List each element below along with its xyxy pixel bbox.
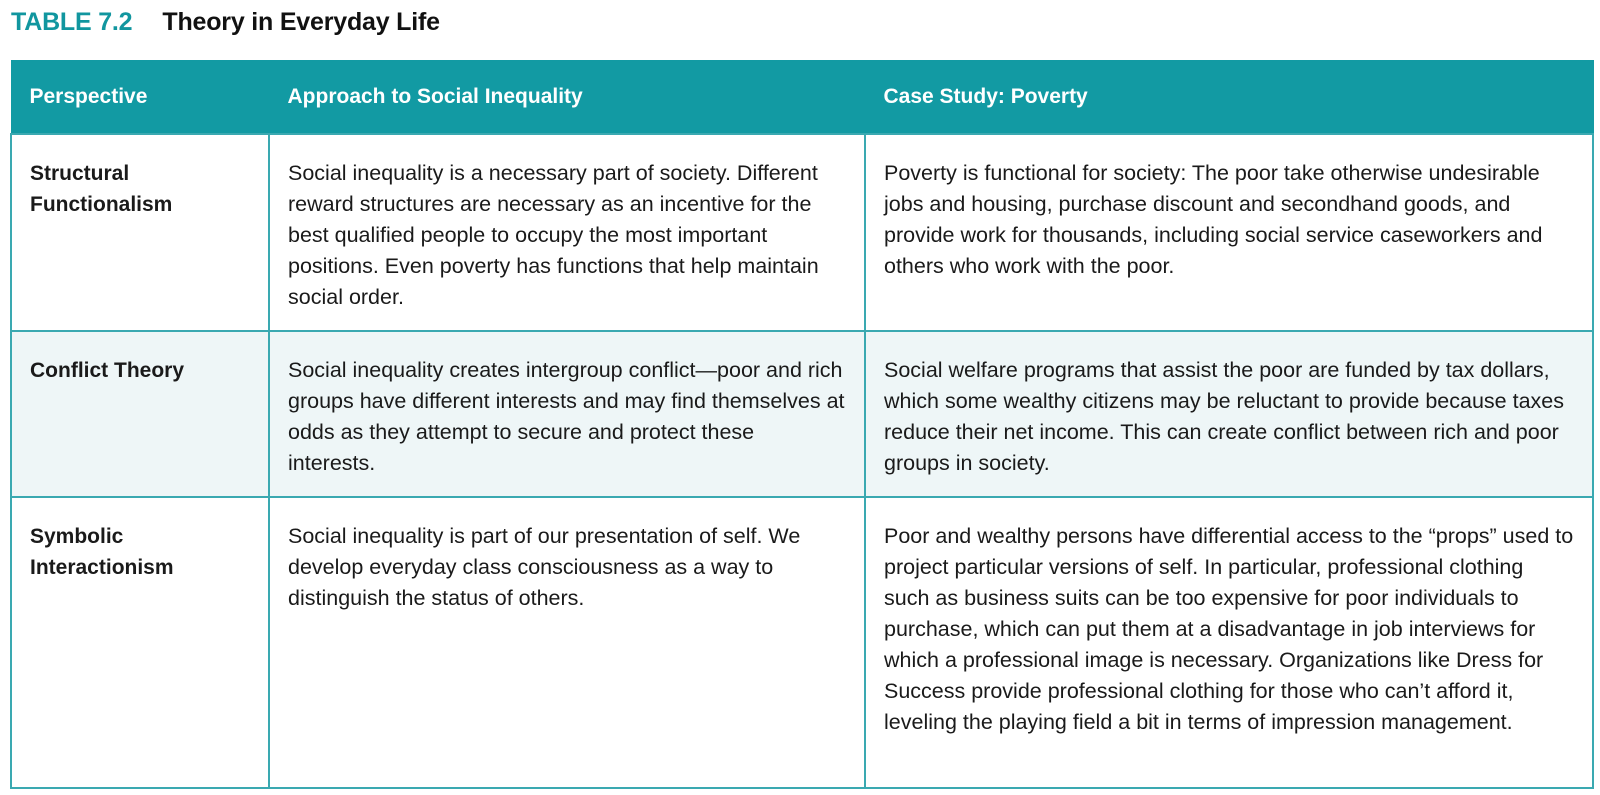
- perspective-cell: Conflict Theory: [11, 331, 269, 497]
- case-study-cell: Social welfare programs that assist the poor are funded by tax dollars, which some wealthy citizens may be reluctant to provide because taxes reduce their net income. This can create conflict between rich and poor groups in society.: [865, 331, 1593, 497]
- data-table: [10, 60, 1594, 789]
- table-body: [11, 134, 1593, 788]
- header-approach: Approach to Social Inequality: [269, 60, 865, 134]
- header-case-study: Case Study: Poverty: [865, 60, 1593, 134]
- header-row: [11, 60, 1593, 134]
- approach-cell: Social inequality is a necessary part of society. Different reward structures are necessary as an incentive for the best qualified people to occupy the most important positions. Even poverty has functions that help maintain social order.: [269, 134, 865, 331]
- approach-cell: Social inequality is part of our presentation of self. We develop everyday class consciousness as a way to distinguish the status of others.: [269, 497, 865, 788]
- theory-table: [10, 60, 1592, 789]
- approach-cell: Social inequality creates intergroup conflict—poor and rich groups have different interests and may find themselves at odds as they attempt to secure and protect these interests.: [269, 331, 865, 497]
- table-title: Theory in Everyday Life: [162, 7, 440, 36]
- table-row: [11, 497, 1593, 788]
- table-row: [11, 134, 1593, 331]
- table-row: [11, 331, 1593, 497]
- case-study-cell: Poverty is functional for society: The poor take otherwise undesirable jobs and housing, purchase discount and secondhand goods, and provide work for thousands, including social service caseworkers and others who work with the poor.: [865, 134, 1593, 331]
- table-header: [11, 60, 1593, 134]
- perspective-cell: Symbolic Interactionism: [11, 497, 269, 788]
- table-caption: [11, 4, 440, 40]
- perspective-cell: Structural Functionalism: [11, 134, 269, 331]
- table-number: TABLE 7.2: [11, 7, 133, 36]
- header-perspective: Perspective: [11, 60, 269, 134]
- case-study-cell: Poor and wealthy persons have differential access to the “props” used to project particular versions of self. In particular, professional clothing such as business suits can be too expensive for poor individuals to purchase, which can put them at a disadvantage in job interviews for which a professional image is necessary. Organizations like Dress for Success provide professional clothing for those who can’t afford it, leveling the playing field a bit in terms of impression management.: [865, 497, 1593, 788]
